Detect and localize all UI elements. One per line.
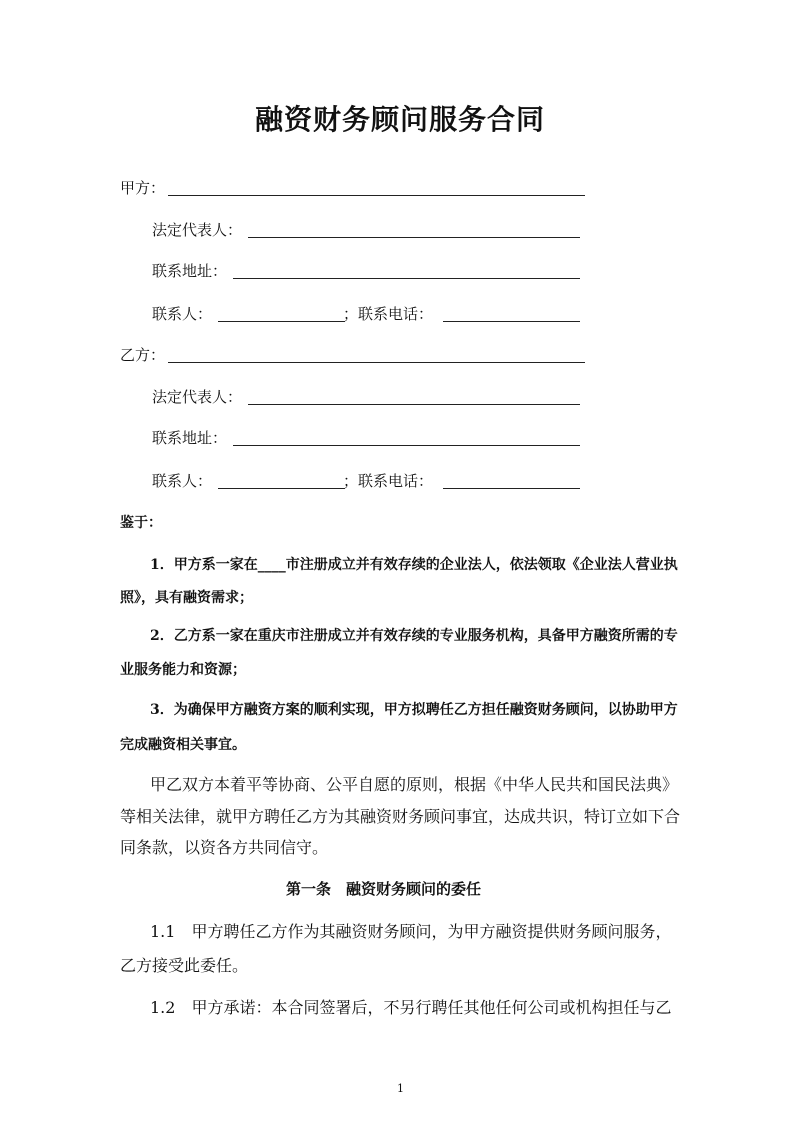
party-b-phone-field[interactable] — [443, 488, 580, 489]
party-a-phone-label: ；联系电话： — [343, 305, 434, 323]
article-heading: 第一条 融资财务顾问的委任 — [286, 880, 482, 898]
party-a-label: 甲方： — [120, 179, 166, 197]
party-b-label: 乙方： — [120, 346, 166, 364]
party-b-field[interactable] — [168, 362, 585, 363]
whereas-line: 业服务能力和资源； — [120, 662, 246, 678]
document-title: 融资财务顾问服务合同 — [254, 103, 545, 136]
party-a-contact-field[interactable] — [218, 321, 345, 322]
whereas-line: 2．乙方系一家在重庆市注册成立并有效存续的专业服务机构，具备甲方融资所需的专 — [150, 628, 678, 644]
whereas-line: 照》，具有融资需求； — [120, 590, 253, 606]
party-a-phone-field[interactable] — [443, 321, 580, 322]
whereas-line: 3．为确保甲方融资方案的顺利实现，甲方拟聘任乙方担任融资财务顾问，以协助甲方 — [150, 702, 678, 718]
party-b-contact-field[interactable] — [218, 488, 345, 489]
party-b-rep-label: 法定代表人： — [152, 388, 243, 406]
clause-line: 乙方接受此委任。 — [120, 956, 249, 975]
party-a-rep-field[interactable] — [248, 237, 580, 238]
page-number: 1 — [397, 1082, 404, 1095]
party-b-address-field[interactable] — [233, 445, 580, 446]
preamble-line: 等相关法律，就甲方聘任乙方为其融资财务顾问事宜，达成共识，特订立如下合 — [120, 807, 681, 826]
party-a-rep-label: 法定代表人： — [152, 221, 243, 239]
party-b-rep-field[interactable] — [248, 404, 580, 405]
party-b-contact-label: 联系人： — [152, 472, 213, 490]
clause-line: 1.2 甲方承诺：本合同签署后，不另行聘任其他任何公司或机构担任与乙 — [150, 998, 672, 1017]
preamble-line: 甲乙双方本着平等协商、公平自愿的原则，根据《中华人民共和国民法典》 — [150, 775, 679, 794]
party-a-contact-label: 联系人： — [152, 305, 213, 323]
whereas-line: 1．甲方系一家在____市注册成立并有效存续的企业法人，依法领取《企业法人营业执 — [150, 557, 678, 573]
party-b-address-label: 联系地址： — [152, 429, 228, 447]
whereas-label: 鉴于： — [120, 515, 162, 531]
clause-line: 1.1 甲方聘任乙方作为其融资财务顾问，为甲方融资提供财务顾问服务， — [150, 922, 672, 941]
party-a-field[interactable] — [168, 195, 585, 196]
party-a-address-label: 联系地址： — [152, 262, 228, 280]
preamble-line: 同条款，以资各方共同信守。 — [120, 838, 329, 857]
party-a-address-field[interactable] — [233, 278, 580, 279]
whereas-line: 完成融资相关事宜。 — [120, 737, 246, 753]
party-b-phone-label: ；联系电话： — [343, 472, 434, 490]
